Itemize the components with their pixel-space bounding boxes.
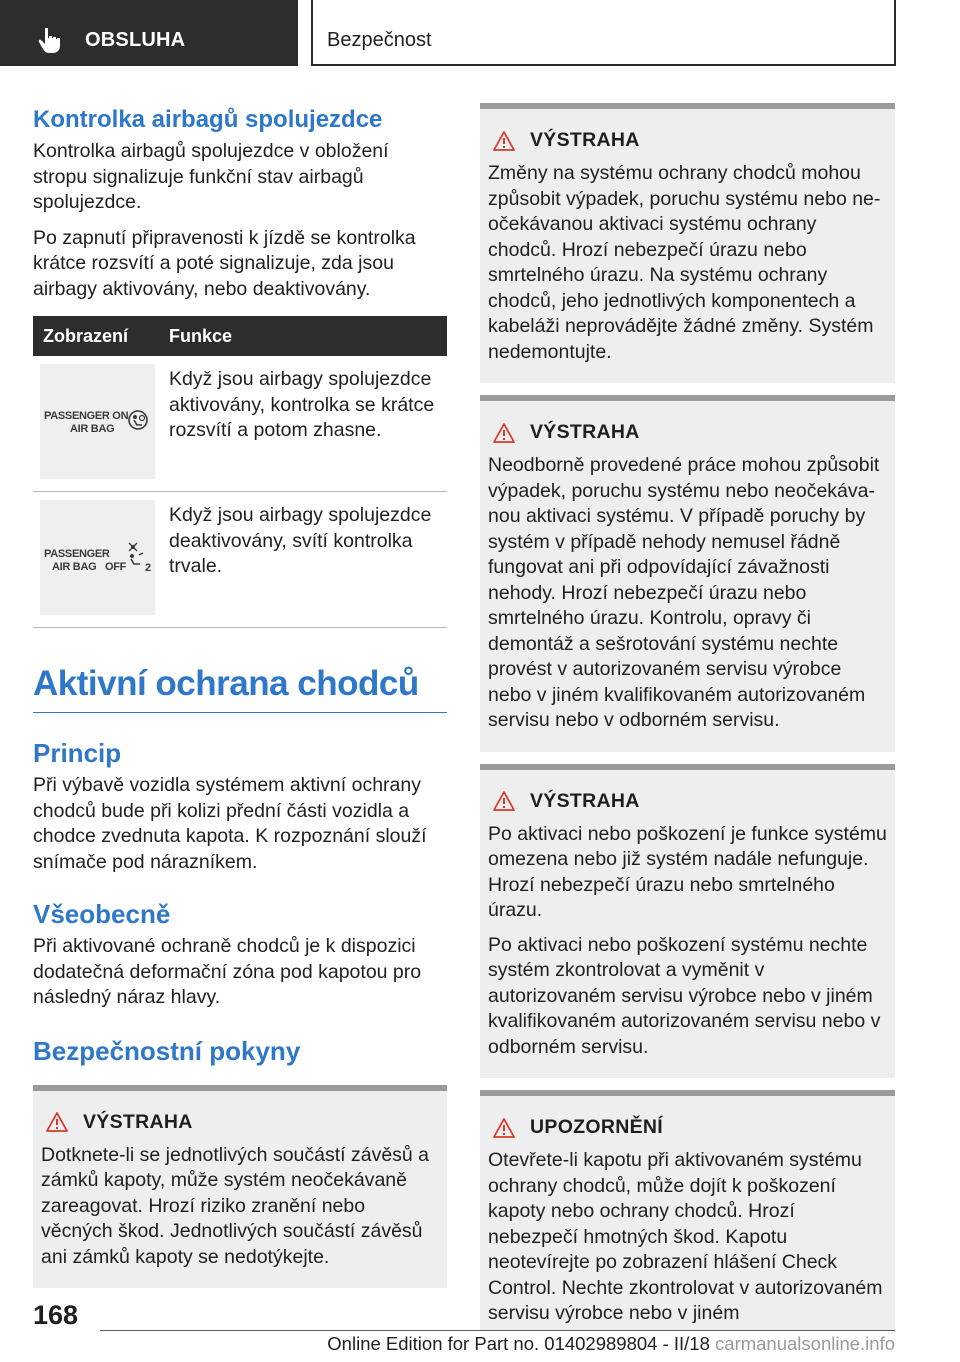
warning-box — [480, 395, 895, 752]
warning-text: Po aktivaci nebo poškození systému nechte systém zkontrolovat a vyměnit v autorizovaném servisu výrobce nebo v jiném kvalifikovaném autorizovaném servisu nebo v odborném servisu. — [488, 933, 881, 1058]
indicator-text: 2 — [145, 562, 151, 574]
indicator-text: AIR BAG — [70, 423, 115, 435]
warning-text: Po aktivaci nebo poškození je funkce systému omezena nebo již systém nadále nefunguje. Hrozí nebezpečí úrazu nebo smrtelného úrazu. — [488, 822, 887, 921]
caution-text: Otevřete-li kapotu při aktivovaném systému ochrany chodců, může dojít k poškození kapoty nebo ochrany chodců. Hrozí nebezpečí hmotných škod. Kapotu neotevírejte po zobrazení hlášení Check Control. Nechte zkontrolovat v autorizovaném servisu výrobce nebo v jiném — [488, 1149, 883, 1324]
indicator-table — [33, 316, 447, 628]
warning-triangle-icon — [45, 1111, 69, 1133]
airbag-on-indicator-image — [40, 364, 155, 479]
main-heading: Aktivní ochrana chodců — [33, 664, 419, 703]
warning-text: Neodborně provedené práce mohou způsobit výpadek, poruchu systému nebo neočekávanou aktivaci systému. V případě poruchy by systém v případě nehody nemusel řádně fungovat ani při odpovídající závažnosti nehody. Hrozí nebezpečí úrazu nebo smrtelného úrazu. Kontrolu, opravy či demontáž a sešrotování systému nechte provést v autorizovaném servisu výrobce nebo v jiném kvalifikovaném autorizovaném servisu nebo v odborném servisu. — [488, 454, 880, 731]
airbag-paragraph-2: Po zapnutí připravenosti k jízdě se kontrolka krátce rozsvítí a poté signalizuje, zda jsou airbagy aktivovány, nebo deaktivovány. — [33, 226, 416, 300]
table-header — [33, 316, 447, 356]
chapter-title: Bezpečnost — [327, 29, 432, 51]
right-column — [480, 103, 895, 1331]
warning-triangle-icon — [492, 422, 516, 444]
warning-title: VÝSTRAHA — [530, 129, 640, 151]
section-title: OBSLUHA — [85, 29, 186, 51]
table-row — [33, 356, 447, 492]
caution-title: UPOZORNĚNÍ — [530, 1116, 664, 1138]
warning-title: VÝSTRAHA — [83, 1110, 193, 1133]
table-header-display: Zobrazení — [43, 325, 129, 346]
footer-rule — [100, 1330, 895, 1331]
indicator-text: PASSENGER ON — [44, 410, 129, 422]
table-cell-function: Když jsou airbagy spolujezdce aktivovány, kontrolka se krátce rozsvítí a potom zhasne. — [169, 368, 435, 441]
airbag-off-indicator-image — [40, 500, 155, 615]
hand-pointer-icon — [38, 27, 62, 53]
airbag-paragraph-1: Kontrolka airbagů spolujezdce v obložení stropu signalizuje funkční stav airbagů spolujezdce. — [33, 140, 389, 213]
chapter-tab — [311, 0, 896, 66]
edition-text: Online Edition for Part no. 01402989804 - II/18 — [327, 1333, 710, 1354]
page-header — [0, 0, 960, 66]
table-row — [33, 492, 447, 628]
watermark: carmanualsonline.info — [715, 1333, 895, 1354]
princip-paragraph: Při výbavě vozidla systémem aktivní ochrany chodců bude při kolizi přední části vozidla a chodce zvednuta kapota. K rozpoznání slouží snímače pod nárazníkem. — [33, 774, 427, 873]
warning-text: Změny na systému ochrany chodců mohou způsobit výpadek, poruchu systému nebo neočekávanou aktivaci systému ochrany chodců. Hrozí nebezpečí úrazu nebo smrtelného úrazu. Na systému ochrany chodců, jeho jednotlivých komponentech a kabeláži neprovádějte žádné změny. Systém nedemontujte. — [488, 162, 881, 363]
princip-heading: Princip — [33, 738, 122, 768]
table-header-function: Funkce — [169, 325, 233, 346]
section-tab — [0, 0, 298, 66]
airbag-off-icon — [126, 540, 146, 568]
warning-box — [480, 764, 895, 1079]
safety-heading: Bezpečnostní pokyny — [33, 1035, 301, 1066]
indicator-text: PASSENGER — [44, 548, 110, 560]
airbag-on-icon — [127, 409, 149, 431]
left-column — [33, 100, 447, 1288]
warning-title: VÝSTRAHA — [530, 421, 640, 443]
vseobecne-paragraph: Při aktivované ochraně chodců je k dispozici dodatečná deformační zóna pod kapotou pro následný náraz hlavy. — [33, 935, 422, 1008]
warning-triangle-icon — [492, 790, 516, 812]
warning-box — [480, 103, 895, 383]
indicator-text: AIR BAG — [52, 561, 97, 573]
heading-rule — [33, 712, 447, 713]
warning-box — [33, 1085, 447, 1289]
caution-box — [480, 1090, 895, 1331]
warning-triangle-icon — [492, 1117, 516, 1139]
page-number: 168 — [33, 1300, 79, 1330]
indicator-text: OFF — [105, 561, 127, 573]
warning-triangle-icon — [492, 130, 516, 152]
footer — [327, 1333, 895, 1355]
warning-title: VÝSTRAHA — [530, 789, 640, 812]
table-cell-function: Když jsou airbagy spolujezdce deaktivovány, svítí kontrolka trvale. — [169, 504, 432, 577]
vseobecne-heading: Všeobecně — [33, 899, 171, 929]
warning-text: Dotknete-li se jednotlivých součástí závěsů a zámků kapoty, může systém neočekávaně zareagovat. Hrozí riziko zranění nebo věcných škod. Jednotlivých součástí závěsů ani zámků kapoty se nedotýkejte. — [41, 1143, 430, 1268]
airbag-heading: Kontrolka airbagů spolujezdce — [33, 106, 383, 133]
